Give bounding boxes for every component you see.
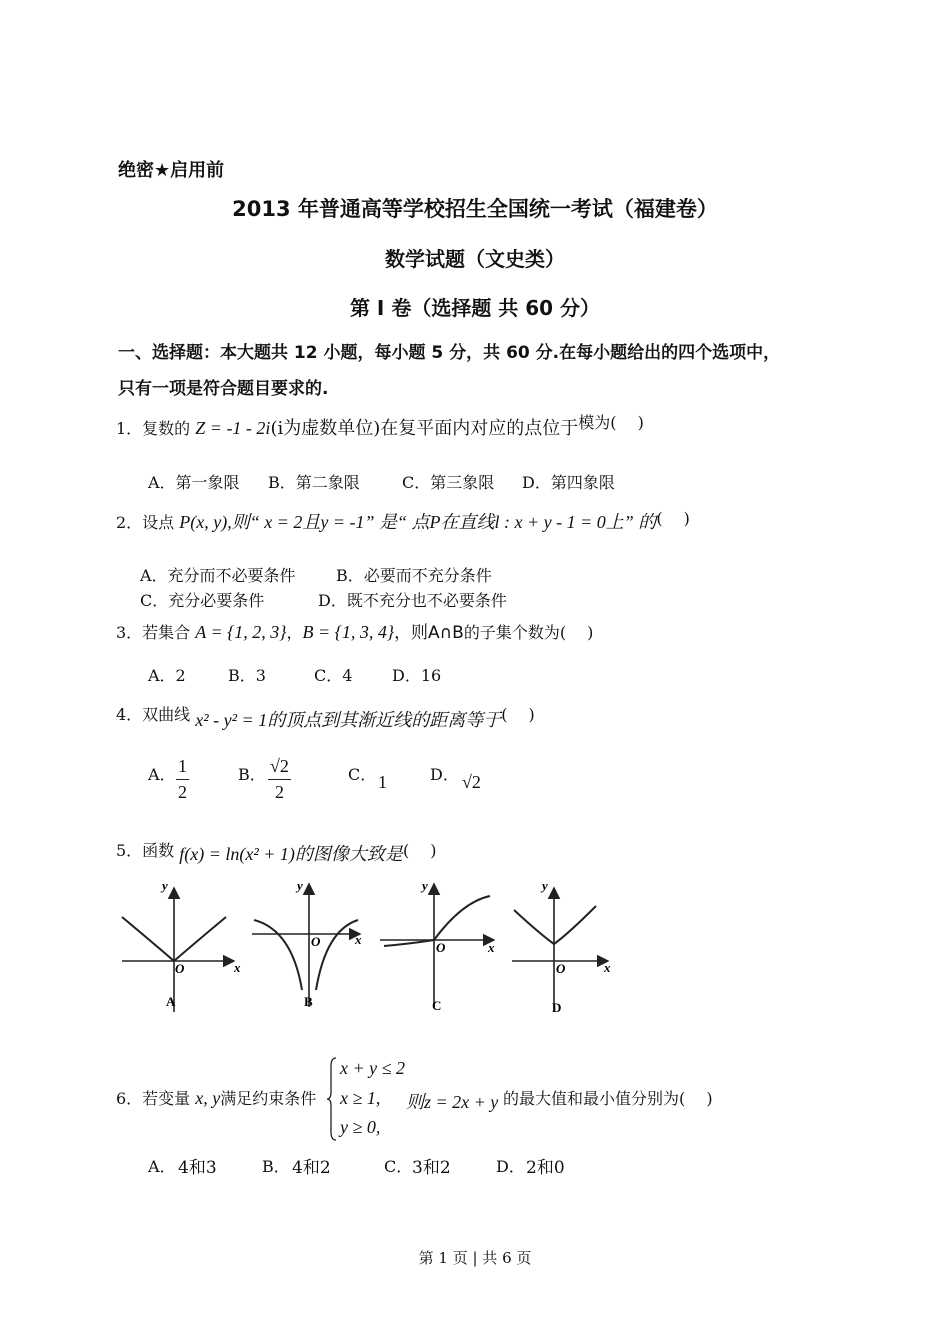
q4-b-denominator: 2: [274, 782, 284, 802]
q3-option-c: C．4: [314, 666, 353, 685]
graph-b-curve-left: [254, 920, 302, 990]
q4-math: x² - y² = 1的顶点到其渐近线的距离等于: [195, 710, 502, 730]
q2-tail: ( ): [656, 509, 690, 528]
q4-option-a-label: A．: [148, 765, 176, 784]
graph-d: [512, 888, 608, 1012]
graph-b-y-label: y: [297, 878, 303, 893]
part-title: 第 I 卷（选择题 共 60 分）: [349, 296, 601, 320]
q5-graphs: [112, 872, 632, 1024]
question-4: [116, 700, 535, 730]
question-2: [116, 508, 690, 534]
q6-option-d-value: 2和0: [526, 1158, 565, 1178]
q1-option-b: B．第二象限: [268, 473, 360, 492]
question-3: [116, 618, 593, 643]
question-1: [116, 414, 644, 440]
q6-constraint-2: x ≥ 1,: [340, 1088, 381, 1108]
q6-option-b-value: 4和2: [292, 1158, 331, 1178]
page-footer: 第 1 页 | 共 6 页: [418, 1249, 532, 1267]
graph-d-curve: [514, 906, 596, 944]
q4-option-a-fraction: [176, 756, 189, 803]
q2-option-c: C．充分必要条件: [140, 591, 265, 610]
q2-option-a: A．充分而不必要条件: [140, 566, 296, 585]
q4-option-d-label: D．: [430, 765, 459, 784]
graph-b-caption: B: [304, 994, 313, 1009]
q3-option-a: A．2: [148, 666, 186, 685]
q4-tail: ( ): [501, 705, 535, 724]
q1-option-d: D．第四象限: [522, 473, 615, 492]
q6-option-d-label: D．: [496, 1157, 525, 1176]
q1-tail: 模为( ): [578, 413, 644, 432]
exam-title: 2013 年普通高等学校招生全国统一考试（福建卷）: [232, 197, 718, 221]
q3-set-b: B = {1, 3, 4}: [302, 622, 395, 642]
q6-option-c-label: C．: [384, 1157, 413, 1176]
graph-a-y-label: y: [162, 878, 168, 893]
exam-subtitle: 数学试题（文史类）: [385, 247, 565, 271]
q6-brace: [326, 1056, 338, 1142]
q2-math: P(x, y),则“ x = 2且y = -1” 是“ 点P在直线l : x + y - 1 = 0上” 的: [179, 512, 657, 532]
q5-tail: ( ): [402, 841, 437, 860]
graph-b-curve-right: [316, 920, 358, 990]
q4-option-b-fraction: [268, 756, 291, 803]
q3-tail: 的子集个数为( ): [463, 623, 594, 642]
q6-option-a-value: 4和3: [178, 1158, 217, 1178]
graph-a-caption: A: [166, 994, 176, 1009]
graph-d-caption: D: [552, 1000, 562, 1015]
q6-option-b-label: B．: [262, 1157, 290, 1176]
q1-note: (i为虚数单位)在复平面内对应的点位于: [270, 418, 579, 439]
q6-number: 6．若变量: [116, 1089, 191, 1108]
q4-option-b-label: B．: [238, 765, 266, 784]
q6-tail: 的最大值和最小值分别为( ): [503, 1089, 713, 1108]
q3-option-d: D．16: [392, 666, 442, 685]
q3-number: 3．若集合: [116, 623, 191, 642]
q4-a-denominator: 2: [178, 782, 187, 802]
q4-option-d-value: √2: [462, 772, 481, 792]
graph-a-origin: O: [175, 961, 185, 976]
graph-d-origin: O: [556, 961, 566, 976]
q3-set-a: A = {1, 2, 3}: [195, 622, 287, 642]
graph-c-origin: O: [436, 940, 446, 955]
graph-b-x-label: x: [355, 932, 362, 947]
q1-math: Z = -1 - 2i: [195, 418, 271, 438]
graph-c-x-label: x: [488, 940, 495, 955]
q1-option-a: A．第一象限: [148, 473, 240, 492]
q4-option-c-value: 1: [378, 772, 387, 792]
q6-option-c-value: 3和2: [412, 1158, 451, 1178]
q5-math: f(x) = ln(x² + 1)的图像大致是: [179, 844, 403, 864]
question-5: [116, 836, 437, 862]
q2-number: 2．设点: [116, 513, 175, 532]
q5-number: 5．函数: [116, 841, 175, 860]
q4-a-numerator: 1: [176, 756, 189, 780]
q3-mid: ，则A∩B: [394, 623, 464, 643]
secret-label: 绝密★启用前: [118, 160, 225, 181]
q1-option-c: C．第三象限: [402, 473, 495, 492]
section-heading-line2: 只有一项是符合题目要求的.: [118, 379, 329, 399]
graph-d-y-label: y: [542, 878, 548, 893]
q2-option-d: D．既不充分也不必要条件: [318, 591, 507, 610]
q3-option-b: B．3: [228, 666, 266, 685]
q6-constraint-3: y ≥ 0,: [340, 1117, 381, 1137]
graph-c-caption: C: [432, 998, 442, 1013]
q6-objective: 则z = 2x + y: [406, 1092, 499, 1112]
q6-constraint-1: x + y ≤ 2: [340, 1058, 406, 1078]
graph-c-y-label: y: [422, 878, 428, 893]
graph-d-x-label: x: [604, 960, 611, 975]
q4-option-c-label: C．: [348, 765, 377, 784]
q3-sep: ，: [286, 623, 303, 642]
question-6-intro: [116, 1086, 316, 1109]
q6-option-a-label: A．: [148, 1157, 176, 1176]
graph-b: [252, 884, 360, 1007]
q4-b-numerator: √2: [268, 756, 291, 780]
q6-cond-label: 满足约束条件: [220, 1089, 317, 1108]
graph-a-x-label: x: [234, 960, 241, 975]
graph-b-origin: O: [311, 934, 321, 949]
q4-number: 4．双曲线: [116, 705, 191, 724]
section-heading-line1: 一、选择题：本大题共 12 小题，每小题 5 分，共 60 分.在每小题给出的四个选项中，: [118, 343, 781, 363]
q6-vars: x, y: [195, 1088, 221, 1108]
q2-option-b: B．必要而不充分条件: [336, 566, 492, 585]
graph-a: [122, 888, 234, 1012]
q1-number: 1．复数的: [116, 419, 191, 438]
graph-c-curve: [384, 896, 490, 946]
